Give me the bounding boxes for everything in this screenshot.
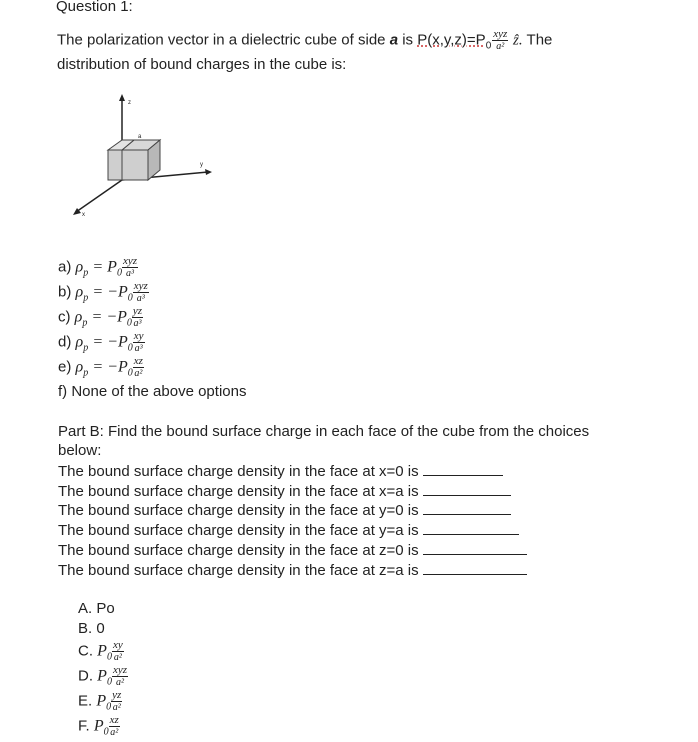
frac-den: a³ bbox=[125, 268, 134, 279]
option-fraction bbox=[133, 356, 144, 379]
rho-sub: p bbox=[83, 342, 89, 354]
choice-letter: D. bbox=[78, 667, 93, 685]
z-axis-label: z bbox=[128, 100, 131, 106]
choice-letter: A. bbox=[78, 600, 93, 617]
p-sub: 0 bbox=[106, 676, 112, 688]
frac-den: a³ bbox=[134, 343, 143, 354]
option-fraction bbox=[122, 256, 138, 279]
face-label: The bound surface charge density in the face at y=a is bbox=[58, 522, 419, 539]
prompt-vector-sub: 0 bbox=[485, 40, 492, 52]
p-sub: 0 bbox=[106, 651, 112, 663]
face-x0-answer[interactable] bbox=[423, 461, 503, 476]
option-sign: = − bbox=[92, 333, 118, 351]
choice-fraction bbox=[112, 640, 124, 663]
choice-text: 0 bbox=[96, 620, 105, 637]
prompt-text-2: is bbox=[398, 31, 418, 49]
face-y0-row bbox=[58, 500, 511, 520]
p-sub: 0 bbox=[127, 342, 133, 354]
y-axis-arrow bbox=[205, 169, 212, 175]
p-symbol: P bbox=[117, 358, 128, 376]
face-ya-answer[interactable] bbox=[423, 520, 519, 535]
rho-symbol: ρ bbox=[75, 283, 84, 301]
p-symbol: P bbox=[93, 717, 104, 735]
face-za-row bbox=[58, 560, 527, 580]
rho-symbol: ρ bbox=[75, 333, 84, 351]
choice-letter: B. bbox=[78, 620, 93, 637]
p-symbol: P bbox=[97, 642, 107, 660]
x-axis-line bbox=[76, 180, 122, 212]
rho-sub: p bbox=[83, 267, 89, 279]
partb-heading: Part B: Find the bound surface charge in each face of the cube from the choices bbox=[58, 423, 590, 440]
option-c[interactable] bbox=[58, 306, 143, 330]
option-fraction bbox=[133, 331, 145, 354]
option-sign: = bbox=[92, 258, 108, 276]
choice-c[interactable] bbox=[78, 640, 124, 663]
face-ya-row bbox=[58, 520, 519, 540]
rho-sub: p bbox=[83, 292, 89, 304]
option-letter: d) bbox=[58, 333, 72, 351]
frac-num: xy bbox=[133, 330, 144, 342]
p-sub: 0 bbox=[127, 367, 133, 379]
frac-den: a³ bbox=[136, 293, 145, 304]
p-sub: 0 bbox=[103, 726, 109, 738]
choice-b[interactable] bbox=[78, 620, 105, 637]
frac-den: a² bbox=[113, 652, 122, 663]
rho-sub: p bbox=[83, 367, 89, 379]
frac-num: yz bbox=[112, 689, 122, 701]
face-xa-row bbox=[58, 481, 511, 501]
face-label: The bound surface charge density in the face at z=a is bbox=[58, 562, 419, 579]
p-symbol: P bbox=[117, 333, 128, 351]
option-letter: b) bbox=[58, 283, 72, 301]
face-label: The bound surface charge density in the face at z=0 is bbox=[58, 542, 419, 559]
y-axis-label: y bbox=[200, 162, 203, 168]
partb-heading-line2: below: bbox=[58, 442, 102, 459]
cube-side-label: a bbox=[138, 134, 142, 140]
frac-num: xyz bbox=[122, 255, 137, 267]
option-letter: c) bbox=[58, 308, 71, 326]
choice-e[interactable] bbox=[78, 690, 122, 713]
frac-num: xy bbox=[112, 639, 123, 651]
prompt-fraction bbox=[492, 29, 508, 52]
option-e[interactable] bbox=[58, 356, 144, 380]
option-letter: e) bbox=[58, 358, 72, 376]
prompt-zhat: ẑ. bbox=[509, 32, 523, 49]
option-sign: = − bbox=[92, 283, 118, 301]
face-label: The bound surface charge density in the face at y=0 is bbox=[58, 502, 419, 519]
frac-num: xz bbox=[133, 355, 143, 367]
prompt-text-1: The polarization vector in a dielectric cube of side bbox=[57, 31, 390, 49]
rho-symbol: ρ bbox=[75, 258, 84, 276]
p-symbol: P bbox=[96, 692, 107, 710]
p-symbol: P bbox=[97, 667, 107, 685]
frac-den: a² bbox=[110, 727, 119, 738]
option-sign: = − bbox=[91, 308, 118, 326]
choice-fraction bbox=[112, 665, 128, 688]
question-title: Question 1: bbox=[56, 0, 133, 15]
p-sub: 0 bbox=[106, 701, 112, 713]
prompt-frac-num: xyz bbox=[493, 28, 508, 40]
face-za-answer[interactable] bbox=[423, 560, 527, 575]
p-symbol: P bbox=[117, 308, 127, 326]
rho-sub: p bbox=[82, 317, 88, 329]
option-f[interactable]: f) None of the above options bbox=[58, 383, 247, 400]
face-y0-answer[interactable] bbox=[423, 500, 511, 515]
frac-num: xyz bbox=[133, 280, 148, 292]
p-sub: 0 bbox=[127, 292, 133, 304]
option-fraction bbox=[133, 281, 149, 304]
prompt-text-3: The bbox=[522, 31, 553, 49]
choice-letter: E. bbox=[78, 692, 93, 710]
face-z0-row bbox=[58, 540, 527, 560]
option-b[interactable] bbox=[58, 281, 149, 305]
face-label: The bound surface charge density in the face at x=a is bbox=[58, 483, 419, 500]
p-sub: 0 bbox=[116, 267, 122, 279]
z-axis-arrow bbox=[119, 94, 125, 101]
cube-axes-figure bbox=[68, 88, 218, 223]
face-x0-row bbox=[58, 461, 503, 481]
cube-front-face bbox=[108, 150, 148, 180]
x-axis-label: x bbox=[82, 212, 85, 218]
p-symbol: P bbox=[117, 283, 128, 301]
frac-num: xyz bbox=[112, 664, 127, 676]
choice-d[interactable] bbox=[78, 665, 128, 688]
frac-den: a² bbox=[115, 677, 124, 688]
option-sign: = − bbox=[92, 358, 118, 376]
prompt-frac-den: a² bbox=[496, 41, 505, 52]
option-d[interactable] bbox=[58, 331, 145, 355]
p-symbol: P bbox=[107, 258, 117, 276]
p-sub: 0 bbox=[126, 317, 132, 329]
face-z0-answer[interactable] bbox=[423, 540, 527, 555]
frac-num: yz bbox=[132, 305, 143, 317]
face-xa-answer[interactable] bbox=[423, 481, 511, 496]
prompt-side-symbol: a bbox=[389, 31, 399, 49]
prompt-vector: P(x,y,z)=P bbox=[417, 31, 486, 49]
frac-den: a² bbox=[112, 702, 121, 713]
choice-f[interactable] bbox=[78, 715, 120, 738]
choice-fraction bbox=[111, 690, 122, 713]
frac-num: xz bbox=[109, 714, 119, 726]
option-a[interactable] bbox=[58, 256, 138, 280]
choice-letter: F. bbox=[78, 717, 90, 735]
choice-fraction bbox=[109, 715, 120, 738]
choice-a[interactable] bbox=[78, 600, 115, 617]
face-label: The bound surface charge density in the face at x=0 is bbox=[58, 463, 419, 480]
question-prompt-line2: distribution of bound charges in the cube is: bbox=[57, 56, 347, 73]
choice-letter: C. bbox=[78, 642, 93, 660]
question-prompt-line1 bbox=[57, 29, 552, 55]
choice-text: Po bbox=[96, 600, 115, 617]
option-fraction bbox=[132, 306, 143, 329]
rho-symbol: ρ bbox=[74, 308, 83, 326]
option-letter: a) bbox=[58, 258, 72, 276]
frac-den: a² bbox=[134, 368, 143, 379]
frac-den: a³ bbox=[133, 318, 142, 329]
rho-symbol: ρ bbox=[75, 358, 84, 376]
